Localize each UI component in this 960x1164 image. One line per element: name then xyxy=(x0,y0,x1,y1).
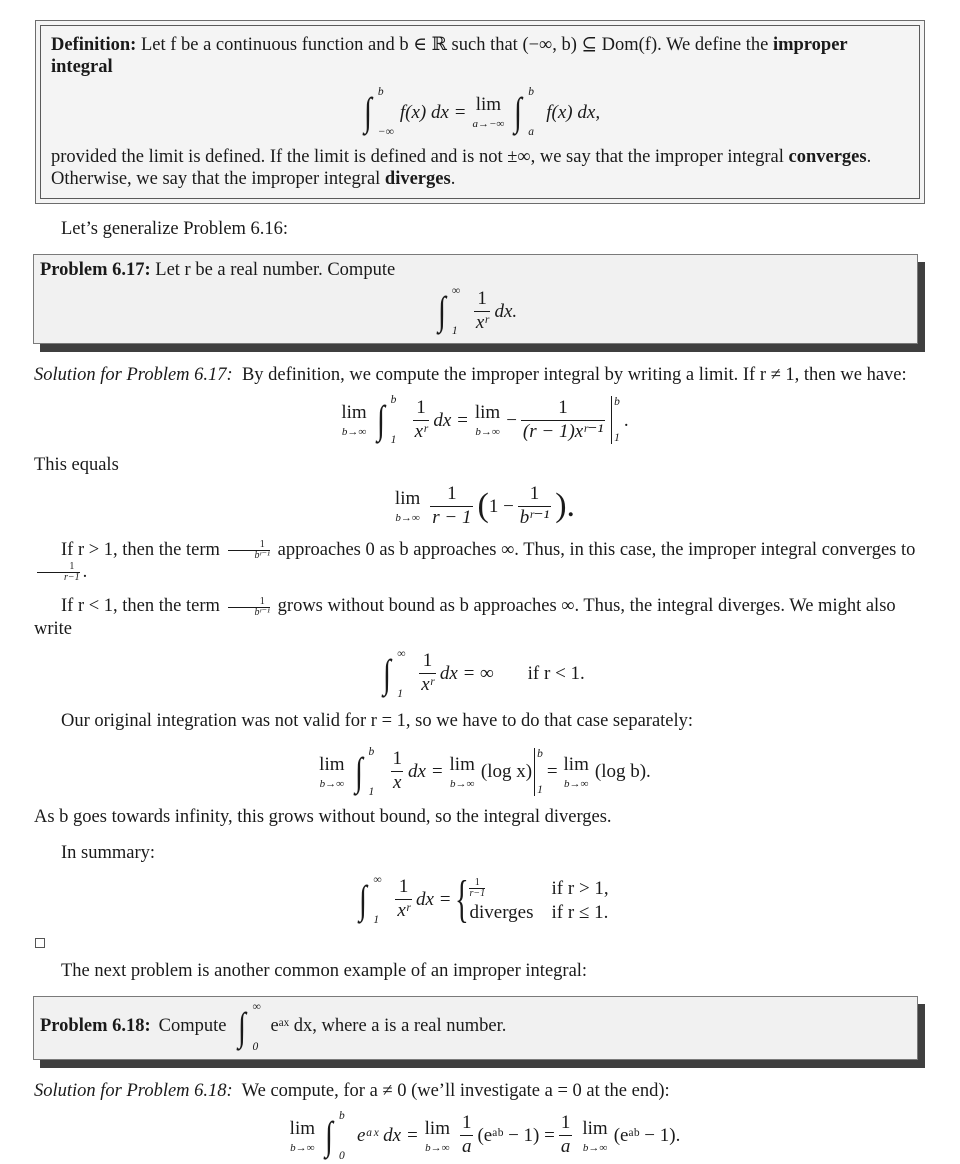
integral-operator xyxy=(510,86,540,138)
lim-text: lim xyxy=(582,1117,608,1139)
fraction xyxy=(460,1113,474,1158)
denominator: xʳ xyxy=(421,674,434,696)
problem-618-text xyxy=(40,1001,911,1053)
paragraph-r-less-1 xyxy=(34,595,930,639)
problem-618-box xyxy=(33,996,918,1060)
diverges-term: diverges xyxy=(384,169,451,189)
denominator: r−1 xyxy=(37,572,80,583)
numerator: 1 xyxy=(422,650,433,672)
log-expression: (log b). xyxy=(594,761,651,783)
lower-limit: 1 xyxy=(614,432,620,444)
lim-text: lim xyxy=(474,402,501,423)
lower-limit: a xyxy=(528,126,535,138)
limit xyxy=(582,1118,607,1154)
problem-617-box xyxy=(33,254,918,344)
fraction xyxy=(430,484,473,529)
limit xyxy=(475,402,500,438)
integral-sign: ∫ xyxy=(354,748,363,794)
denominator: bʳ⁻¹ xyxy=(228,607,271,618)
problem-617-heading: Problem 6.17: xyxy=(40,260,151,280)
limit xyxy=(473,94,505,130)
denominator: xʳ xyxy=(414,420,428,442)
denominator: r−1 xyxy=(469,887,486,899)
lim-text: lim xyxy=(424,1117,450,1139)
integrand: f(x) dx, xyxy=(546,101,601,123)
period: . xyxy=(623,409,629,431)
numerator: 1 xyxy=(474,876,480,888)
integral-sign: ∫ xyxy=(363,89,372,134)
cases xyxy=(469,878,608,922)
fraction xyxy=(518,484,551,529)
case-1-fraction xyxy=(469,878,485,899)
open-paren: ( xyxy=(477,487,489,525)
evaluation-bar xyxy=(611,396,620,444)
fraction xyxy=(228,597,271,618)
this-equals-text: This equals xyxy=(34,455,119,475)
numerator: 1 xyxy=(416,396,426,418)
fraction xyxy=(391,749,405,794)
numerator: 1 xyxy=(461,1112,472,1134)
upper-limit: b xyxy=(528,86,535,98)
upper-limit: b xyxy=(390,394,397,406)
lim-text: lim xyxy=(449,753,475,775)
definition-text xyxy=(51,34,909,78)
lower-limit: 1 xyxy=(368,785,375,798)
integral-limits xyxy=(250,1001,264,1053)
integral-limits xyxy=(395,648,409,700)
numerator: 1 xyxy=(259,595,265,607)
integral-operator xyxy=(234,1001,264,1053)
text: If r < 1, then the term xyxy=(61,596,220,617)
problem-617-formula xyxy=(40,285,911,337)
qed-square-icon xyxy=(35,938,45,948)
period: . xyxy=(450,169,456,189)
numerator: 1 xyxy=(558,396,568,418)
integral-limits xyxy=(526,86,540,138)
definition-line4: Otherwise, we say that the improper integral xyxy=(51,169,381,189)
case-1-condition: if r > 1, xyxy=(551,877,609,899)
lim-sub: b→∞ xyxy=(319,777,345,790)
numerator: 1 xyxy=(392,748,403,770)
case-2-diverges: diverges xyxy=(469,901,534,923)
case-2-condition: if r ≤ 1. xyxy=(551,901,609,923)
solution-617-intro xyxy=(34,364,930,386)
lower-limit: 0 xyxy=(339,1149,345,1162)
log-expression: (log x) xyxy=(480,761,533,783)
problem-618-heading: Problem 6.18: xyxy=(40,1016,151,1037)
upper-limit: ∞ xyxy=(451,285,461,297)
integrand: eᵃˣ dx, where a is a real number. xyxy=(270,1016,507,1037)
equation-5-summary xyxy=(34,872,930,928)
equals-sign: = xyxy=(546,761,558,783)
integral-operator xyxy=(379,648,409,700)
integral-limits xyxy=(337,1110,351,1162)
lower-limit: 1 xyxy=(537,783,543,796)
integral-limits xyxy=(450,285,464,337)
upper-limit: b xyxy=(614,396,620,408)
limit xyxy=(319,754,344,790)
integral-operator xyxy=(373,394,403,446)
integral-operator xyxy=(355,874,385,926)
lim-sub: b→∞ xyxy=(582,1141,608,1154)
numerator: 1 xyxy=(259,539,265,551)
definition-inner-border xyxy=(40,25,920,199)
solution-618-text: We compute, for a ≠ 0 (we’ll investigate a = 0 at the end): xyxy=(241,1080,670,1101)
one-minus: 1 − xyxy=(488,495,514,517)
fraction xyxy=(474,289,491,334)
definition-line3: provided the limit is defined. If the limit is defined and is not ±∞, we say that the improper integral xyxy=(51,147,784,167)
upper-limit: b xyxy=(339,1109,345,1122)
fraction xyxy=(395,877,412,922)
integral-sign: ∫ xyxy=(238,1003,247,1049)
definition-term: improper integral xyxy=(51,35,848,77)
upper-limit: b xyxy=(537,747,543,760)
denominator: a xyxy=(461,1136,472,1158)
upper-limit: b xyxy=(377,86,384,98)
fraction xyxy=(419,651,436,696)
numerator: 1 xyxy=(477,287,487,309)
fraction xyxy=(413,398,430,443)
equation-4 xyxy=(34,746,930,798)
problem-617-statement: Let r be a real number. Compute xyxy=(155,260,396,280)
solution-618-label: Solution for Problem 6.18: xyxy=(34,1080,233,1101)
differential: dx = xyxy=(408,761,444,783)
equation-rest: dx = ∞ xyxy=(439,663,494,685)
differential: dx. xyxy=(494,300,518,322)
limit xyxy=(341,402,366,438)
integral-operator xyxy=(434,285,464,337)
lower-limit: 1 xyxy=(397,687,403,700)
integrand: f(x) dx = xyxy=(399,101,467,123)
upper-limit: ∞ xyxy=(373,873,382,886)
definition-line1: Let f be a continuous function and b ∈ ℝ such that (−∞, b) ⊆ Dom(f). We define the xyxy=(140,35,769,55)
limit xyxy=(395,488,420,524)
left-brace: { xyxy=(455,870,470,928)
evaluation-bar xyxy=(534,748,543,796)
period: . xyxy=(866,147,872,167)
integral-sign: ∫ xyxy=(514,89,523,134)
lim-text: lim xyxy=(394,488,421,510)
lower-limit: 1 xyxy=(390,434,397,446)
denominator: xʳ xyxy=(475,311,489,333)
lim-text: lim xyxy=(289,1117,316,1139)
problem-617-text xyxy=(40,259,911,281)
lim-sub: b→∞ xyxy=(425,1141,450,1154)
integral-operator xyxy=(360,86,394,138)
text: to xyxy=(900,539,916,560)
upper-limit: ∞ xyxy=(252,1000,261,1013)
equation-618 xyxy=(34,1110,930,1162)
converges-term: converges xyxy=(788,147,867,167)
equation-3 xyxy=(34,648,930,700)
lim-sub: a→−∞ xyxy=(472,118,505,130)
integral-limits xyxy=(367,746,381,798)
in-summary-text: In summary: xyxy=(61,842,156,863)
numerator: 1 xyxy=(529,483,540,504)
numerator: 1 xyxy=(69,561,75,573)
differential: dx = xyxy=(415,889,452,911)
period: . xyxy=(82,562,88,583)
compute-text: Compute xyxy=(158,1016,227,1037)
definition-conclusion xyxy=(51,146,909,190)
integral-sign: ∫ xyxy=(376,397,385,442)
expression: (eᵃᵇ − 1) = xyxy=(477,1125,555,1147)
expression: (eᵃᵇ − 1). xyxy=(613,1125,681,1147)
lower-limit: 0 xyxy=(252,1040,259,1053)
denominator: a xyxy=(560,1136,571,1158)
denominator: xʳ xyxy=(397,900,410,922)
fraction xyxy=(37,562,80,583)
denominator: x xyxy=(393,772,402,794)
upper-limit: ∞ xyxy=(397,647,406,660)
text: grows without bound as b approaches ∞. Thus, the integral diverges. We might also write xyxy=(34,596,896,639)
lim-sub: b→∞ xyxy=(475,426,500,438)
solution-618-intro xyxy=(34,1080,930,1102)
integral-sign: ∫ xyxy=(383,650,392,696)
evaluation-limits xyxy=(535,748,543,796)
next-problem-intro: The next problem is another common example of an improper integral: xyxy=(61,960,588,981)
fraction xyxy=(521,398,605,443)
paragraph-r-greater-1 xyxy=(34,539,930,584)
paragraph-r-equals-1: Our original integration was not valid for r = 1, so we have to do that case separately: xyxy=(61,710,694,731)
lim-sub: b→∞ xyxy=(290,1141,315,1154)
lim-sub: b→∞ xyxy=(395,512,420,525)
definition-formula xyxy=(51,86,909,138)
integral-operator xyxy=(351,746,381,798)
as-b-text: As b goes towards infinity, this grows without bound, so the integral diverges. xyxy=(34,806,612,827)
text: If r > 1, then the term xyxy=(61,539,220,560)
integral-limits xyxy=(371,874,385,926)
equation-2 xyxy=(34,484,930,529)
fraction xyxy=(559,1113,573,1158)
integral-sign: ∫ xyxy=(359,876,368,922)
numerator: 1 xyxy=(560,1112,571,1134)
integral-operator xyxy=(321,1110,351,1162)
equation-1 xyxy=(34,394,930,446)
lim-sub: b→∞ xyxy=(341,426,367,438)
solution-617-text: By definition, we compute the improper integral by writing a limit. If r ≠ 1, then we have: xyxy=(241,365,907,385)
limit xyxy=(290,1118,315,1154)
numerator: 1 xyxy=(447,483,457,504)
evaluation-limits xyxy=(612,396,620,444)
upper-limit: b xyxy=(368,745,375,758)
limit xyxy=(450,754,475,790)
close-paren: ). xyxy=(555,487,576,525)
lim-text: lim xyxy=(319,753,345,775)
lim-sub: b→∞ xyxy=(564,777,589,790)
fraction xyxy=(228,540,271,561)
lim-sub: b→∞ xyxy=(450,777,475,790)
definition-heading: Definition: xyxy=(51,35,137,55)
differential: dx = xyxy=(433,409,469,431)
integral-sign: ∫ xyxy=(437,288,446,333)
limit xyxy=(564,754,589,790)
denominator: bʳ⁻¹ xyxy=(228,550,271,561)
limit xyxy=(425,1118,450,1154)
definition-box xyxy=(35,20,925,204)
lower-limit: 1 xyxy=(373,913,380,926)
lower-limit: 1 xyxy=(451,325,458,337)
lim-text: lim xyxy=(475,94,502,115)
solution-617-label: Solution for Problem 6.17: xyxy=(34,365,233,385)
condition: if r < 1. xyxy=(527,663,585,685)
minus-sign: − xyxy=(506,409,517,431)
integrand: eᵃˣ dx = xyxy=(357,1125,419,1147)
denominator: r − 1 xyxy=(432,506,472,528)
denominator: bʳ⁻¹ xyxy=(519,506,550,528)
integral-sign: ∫ xyxy=(325,1112,333,1158)
lim-text: lim xyxy=(563,753,589,775)
intro-text: Let’s generalize Problem 6.16: xyxy=(61,219,289,239)
numerator: 1 xyxy=(398,876,409,898)
lower-limit: −∞ xyxy=(377,126,394,138)
integral-limits xyxy=(376,86,394,138)
text: approaches 0 as b approaches ∞. Thus, in this case, the improper integral converges xyxy=(277,539,897,560)
denominator: (r − 1)xʳ⁻¹ xyxy=(522,420,604,442)
lim-text: lim xyxy=(341,402,367,423)
integral-limits xyxy=(389,394,403,446)
